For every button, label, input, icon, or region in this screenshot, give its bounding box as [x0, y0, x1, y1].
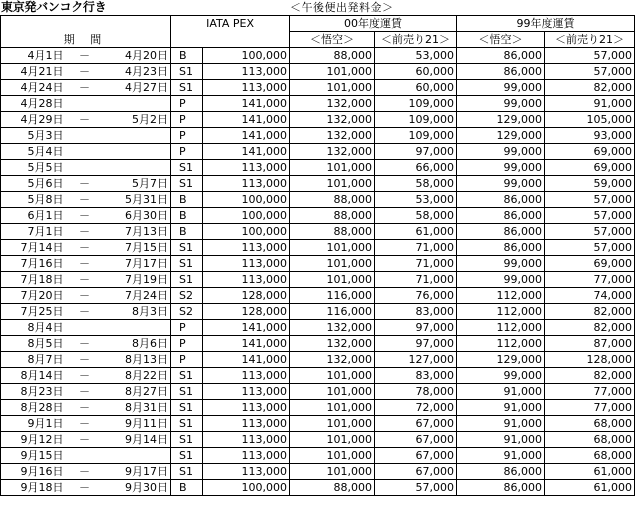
maeuri-00-cell: 71,000 [375, 240, 457, 256]
maeuri-00-cell: 97,000 [375, 144, 457, 160]
table-row [1, 240, 635, 256]
table-row [1, 160, 635, 176]
date-from-cell: 8月23日 [1, 384, 65, 400]
fare-class-cell: P [171, 128, 203, 144]
maeuri-99-cell: 82,000 [545, 368, 635, 384]
date-from-cell: 7月18日 [1, 272, 65, 288]
iata-pex-cell: 113,000 [203, 400, 290, 416]
iata-pex-cell: 113,000 [203, 432, 290, 448]
table-row [1, 352, 635, 368]
maeuri-99-cell: 59,000 [545, 176, 635, 192]
fare-class-cell: B [171, 48, 203, 64]
date-from-cell: 8月7日 [1, 352, 65, 368]
range-dash: － [65, 272, 105, 288]
maeuri-00-header: ＜前売り21＞ [375, 32, 457, 48]
maeuri-00-cell: 53,000 [375, 48, 457, 64]
gokuu-00-cell: 88,000 [290, 480, 375, 496]
maeuri-00-cell: 67,000 [375, 464, 457, 480]
maeuri-00-cell: 67,000 [375, 448, 457, 464]
date-to-cell: 5月31日 [105, 192, 171, 208]
date-to-cell: 4月23日 [105, 64, 171, 80]
gokuu-99-header: ＜悟空＞ [457, 32, 545, 48]
gokuu-99-cell: 99,000 [457, 272, 545, 288]
range-dash: － [65, 80, 105, 96]
maeuri-99-cell: 69,000 [545, 144, 635, 160]
date-from-cell: 8月5日 [1, 336, 65, 352]
maeuri-99-cell: 77,000 [545, 272, 635, 288]
fare-class-cell: B [171, 224, 203, 240]
iata-pex-cell: 128,000 [203, 304, 290, 320]
date-to-cell: 7月15日 [105, 240, 171, 256]
iata-pex-cell: 100,000 [203, 192, 290, 208]
header-row-1 [1, 16, 635, 32]
table-row [1, 448, 635, 464]
date-to-cell: 8月27日 [105, 384, 171, 400]
iata-pex-cell: 113,000 [203, 464, 290, 480]
range-dash: － [65, 336, 105, 352]
maeuri-00-cell: 58,000 [375, 176, 457, 192]
table-row [1, 416, 635, 432]
gokuu-99-cell: 86,000 [457, 464, 545, 480]
fare-class-cell: S1 [171, 416, 203, 432]
iata-pex-cell: 113,000 [203, 368, 290, 384]
maeuri-00-cell: 78,000 [375, 384, 457, 400]
range-dash: － [65, 64, 105, 80]
table-row [1, 192, 635, 208]
period-header: 期 間 [1, 16, 171, 48]
table-row [1, 384, 635, 400]
gokuu-99-cell: 91,000 [457, 416, 545, 432]
date-to-cell: 8月22日 [105, 368, 171, 384]
maeuri-00-cell: 127,000 [375, 352, 457, 368]
fare-class-cell: P [171, 336, 203, 352]
gokuu-00-cell: 101,000 [290, 176, 375, 192]
date-to-cell: 7月19日 [105, 272, 171, 288]
gokuu-00-cell: 101,000 [290, 64, 375, 80]
page-subtitle: ＜午後便出発料金＞ [290, 1, 394, 14]
maeuri-99-cell: 77,000 [545, 384, 635, 400]
gokuu-00-cell: 132,000 [290, 128, 375, 144]
range-dash [65, 96, 105, 112]
iata-pex-cell: 113,000 [203, 64, 290, 80]
maeuri-99-cell: 74,000 [545, 288, 635, 304]
gokuu-99-cell: 112,000 [457, 320, 545, 336]
maeuri-99-cell: 128,000 [545, 352, 635, 368]
maeuri-99-cell: 57,000 [545, 192, 635, 208]
range-dash: － [65, 416, 105, 432]
iata-pex-cell: 113,000 [203, 256, 290, 272]
table-row [1, 144, 635, 160]
gokuu-00-cell: 132,000 [290, 96, 375, 112]
iata-pex-cell: 141,000 [203, 144, 290, 160]
iata-pex-cell: 113,000 [203, 448, 290, 464]
maeuri-00-cell: 83,000 [375, 368, 457, 384]
gokuu-00-cell: 88,000 [290, 48, 375, 64]
fare-class-cell: P [171, 144, 203, 160]
gokuu-99-cell: 91,000 [457, 432, 545, 448]
iata-pex-cell: 141,000 [203, 96, 290, 112]
maeuri-00-cell: 58,000 [375, 208, 457, 224]
maeuri-99-cell: 68,000 [545, 448, 635, 464]
maeuri-00-cell: 67,000 [375, 432, 457, 448]
table-row [1, 256, 635, 272]
iata-pex-cell: 113,000 [203, 384, 290, 400]
date-from-cell: 7月20日 [1, 288, 65, 304]
gokuu-99-cell: 99,000 [457, 160, 545, 176]
gokuu-99-cell: 129,000 [457, 128, 545, 144]
fare-class-cell: S1 [171, 448, 203, 464]
iata-pex-cell: 141,000 [203, 352, 290, 368]
table-row [1, 112, 635, 128]
fare-class-cell: B [171, 192, 203, 208]
maeuri-99-cell: 82,000 [545, 304, 635, 320]
gokuu-00-cell: 101,000 [290, 464, 375, 480]
maeuri-99-cell: 68,000 [545, 416, 635, 432]
maeuri-00-cell: 66,000 [375, 160, 457, 176]
date-from-cell: 4月24日 [1, 80, 65, 96]
maeuri-99-cell: 57,000 [545, 208, 635, 224]
iata-pex-cell: 141,000 [203, 336, 290, 352]
date-from-cell: 4月21日 [1, 64, 65, 80]
gokuu-00-cell: 116,000 [290, 288, 375, 304]
date-to-cell [105, 144, 171, 160]
table-row [1, 96, 635, 112]
maeuri-99-cell: 87,000 [545, 336, 635, 352]
date-to-cell: 7月17日 [105, 256, 171, 272]
fare-class-cell: S2 [171, 304, 203, 320]
table-row [1, 336, 635, 352]
date-to-cell [105, 128, 171, 144]
table-row [1, 400, 635, 416]
gokuu-00-cell: 88,000 [290, 224, 375, 240]
maeuri-99-cell: 91,000 [545, 96, 635, 112]
date-from-cell: 5月6日 [1, 176, 65, 192]
date-from-cell: 9月1日 [1, 416, 65, 432]
maeuri-99-cell: 57,000 [545, 64, 635, 80]
maeuri-99-cell: 93,000 [545, 128, 635, 144]
date-from-cell: 8月4日 [1, 320, 65, 336]
date-to-cell [105, 448, 171, 464]
maeuri-00-cell: 76,000 [375, 288, 457, 304]
range-dash [65, 144, 105, 160]
maeuri-00-cell: 67,000 [375, 416, 457, 432]
maeuri-99-cell: 69,000 [545, 256, 635, 272]
gokuu-00-header: ＜悟空＞ [290, 32, 375, 48]
date-to-cell: 9月30日 [105, 480, 171, 496]
table-row [1, 48, 635, 64]
range-dash: － [65, 176, 105, 192]
range-dash [65, 160, 105, 176]
maeuri-99-cell: 61,000 [545, 480, 635, 496]
gokuu-00-cell: 101,000 [290, 384, 375, 400]
fare-class-cell: S1 [171, 160, 203, 176]
date-to-cell: 9月14日 [105, 432, 171, 448]
maeuri-00-cell: 97,000 [375, 320, 457, 336]
date-from-cell: 7月14日 [1, 240, 65, 256]
fare-class-cell: S1 [171, 272, 203, 288]
gokuu-99-cell: 112,000 [457, 288, 545, 304]
gokuu-99-cell: 99,000 [457, 368, 545, 384]
table-row [1, 272, 635, 288]
gokuu-00-cell: 101,000 [290, 448, 375, 464]
range-dash: － [65, 256, 105, 272]
iata-pex-cell: 100,000 [203, 480, 290, 496]
range-dash [65, 128, 105, 144]
iata-pex-cell: 113,000 [203, 160, 290, 176]
maeuri-99-cell: 61,000 [545, 464, 635, 480]
table-row [1, 208, 635, 224]
maeuri-00-cell: 109,000 [375, 112, 457, 128]
gokuu-00-cell: 116,000 [290, 304, 375, 320]
date-to-cell: 7月13日 [105, 224, 171, 240]
fare-class-cell: S1 [171, 256, 203, 272]
range-dash [65, 448, 105, 464]
gokuu-00-cell: 88,000 [290, 208, 375, 224]
maeuri-99-cell: 105,000 [545, 112, 635, 128]
fare-class-cell: S1 [171, 384, 203, 400]
date-from-cell: 4月29日 [1, 112, 65, 128]
date-from-cell: 9月16日 [1, 464, 65, 480]
fare-class-cell: S1 [171, 400, 203, 416]
gokuu-99-cell: 112,000 [457, 304, 545, 320]
fare-table [0, 15, 635, 496]
iata-pex-cell: 128,000 [203, 288, 290, 304]
iata-pex-cell: 113,000 [203, 272, 290, 288]
fare-class-cell: S1 [171, 64, 203, 80]
date-from-cell: 9月18日 [1, 480, 65, 496]
table-row [1, 64, 635, 80]
maeuri-00-cell: 97,000 [375, 336, 457, 352]
date-to-cell [105, 96, 171, 112]
maeuri-99-cell: 57,000 [545, 224, 635, 240]
table-row [1, 80, 635, 96]
gokuu-99-cell: 91,000 [457, 448, 545, 464]
maeuri-99-cell: 68,000 [545, 432, 635, 448]
gokuu-00-cell: 101,000 [290, 80, 375, 96]
date-to-cell: 6月30日 [105, 208, 171, 224]
iata-pex-cell: 113,000 [203, 80, 290, 96]
iata-pex-header: IATA PEX [171, 16, 290, 48]
gokuu-00-cell: 101,000 [290, 432, 375, 448]
fare-class-cell: P [171, 320, 203, 336]
maeuri-99-cell: 57,000 [545, 240, 635, 256]
gokuu-00-cell: 132,000 [290, 112, 375, 128]
page-title: 東京発バンコク行き [1, 0, 107, 14]
table-row [1, 288, 635, 304]
range-dash: － [65, 224, 105, 240]
maeuri-00-cell: 53,000 [375, 192, 457, 208]
table-row [1, 128, 635, 144]
date-to-cell: 8月31日 [105, 400, 171, 416]
range-dash: － [65, 464, 105, 480]
range-dash: － [65, 368, 105, 384]
table-row [1, 368, 635, 384]
gokuu-99-cell: 86,000 [457, 48, 545, 64]
gokuu-00-cell: 101,000 [290, 240, 375, 256]
range-dash: － [65, 240, 105, 256]
date-from-cell: 7月16日 [1, 256, 65, 272]
maeuri-99-cell: 57,000 [545, 48, 635, 64]
date-to-cell: 4月27日 [105, 80, 171, 96]
date-to-cell: 9月11日 [105, 416, 171, 432]
table-row [1, 304, 635, 320]
gokuu-00-cell: 101,000 [290, 160, 375, 176]
maeuri-99-cell: 69,000 [545, 160, 635, 176]
range-dash: － [65, 48, 105, 64]
date-from-cell: 5月5日 [1, 160, 65, 176]
date-from-cell: 9月15日 [1, 448, 65, 464]
gokuu-99-cell: 91,000 [457, 384, 545, 400]
gokuu-99-cell: 86,000 [457, 208, 545, 224]
gokuu-00-cell: 132,000 [290, 320, 375, 336]
maeuri-99-cell: 77,000 [545, 400, 635, 416]
date-to-cell: 8月13日 [105, 352, 171, 368]
iata-pex-cell: 141,000 [203, 112, 290, 128]
iata-pex-cell: 141,000 [203, 128, 290, 144]
range-dash: － [65, 432, 105, 448]
gokuu-99-cell: 86,000 [457, 64, 545, 80]
gokuu-00-cell: 132,000 [290, 336, 375, 352]
gokuu-00-cell: 88,000 [290, 192, 375, 208]
table-row [1, 432, 635, 448]
gokuu-99-cell: 129,000 [457, 112, 545, 128]
range-dash: － [65, 208, 105, 224]
range-dash: － [65, 384, 105, 400]
fare-class-cell: S1 [171, 176, 203, 192]
iata-pex-cell: 113,000 [203, 176, 290, 192]
range-dash [65, 320, 105, 336]
gokuu-99-cell: 86,000 [457, 192, 545, 208]
fare-class-cell: S1 [171, 368, 203, 384]
maeuri-00-cell: 72,000 [375, 400, 457, 416]
date-from-cell: 7月25日 [1, 304, 65, 320]
fare-class-cell: S1 [171, 464, 203, 480]
fare-class-cell: P [171, 352, 203, 368]
gokuu-99-cell: 99,000 [457, 80, 545, 96]
table-row [1, 480, 635, 496]
date-from-cell: 7月1日 [1, 224, 65, 240]
date-from-cell: 8月14日 [1, 368, 65, 384]
table-row [1, 464, 635, 480]
gokuu-99-cell: 129,000 [457, 352, 545, 368]
maeuri-00-cell: 57,000 [375, 480, 457, 496]
fare-class-cell: B [171, 208, 203, 224]
table-row [1, 176, 635, 192]
date-to-cell [105, 320, 171, 336]
gokuu-99-cell: 86,000 [457, 224, 545, 240]
maeuri-99-cell: 82,000 [545, 320, 635, 336]
gokuu-00-cell: 101,000 [290, 368, 375, 384]
iata-pex-cell: 113,000 [203, 240, 290, 256]
date-to-cell: 4月20日 [105, 48, 171, 64]
table-row [1, 320, 635, 336]
maeuri-00-cell: 61,000 [375, 224, 457, 240]
range-dash: － [65, 304, 105, 320]
date-from-cell: 8月28日 [1, 400, 65, 416]
maeuri-00-cell: 109,000 [375, 128, 457, 144]
gokuu-99-cell: 86,000 [457, 240, 545, 256]
iata-pex-cell: 100,000 [203, 48, 290, 64]
date-from-cell: 5月3日 [1, 128, 65, 144]
gokuu-00-cell: 101,000 [290, 416, 375, 432]
date-to-cell: 5月2日 [105, 112, 171, 128]
maeuri-99-header: ＜前売り21＞ [545, 32, 635, 48]
gokuu-99-cell: 99,000 [457, 96, 545, 112]
fare-class-cell: S1 [171, 240, 203, 256]
iata-pex-cell: 141,000 [203, 320, 290, 336]
fare-class-cell: S1 [171, 432, 203, 448]
fare-class-cell: P [171, 112, 203, 128]
date-from-cell: 4月1日 [1, 48, 65, 64]
range-dash: － [65, 112, 105, 128]
date-from-cell: 5月8日 [1, 192, 65, 208]
gokuu-99-cell: 86,000 [457, 480, 545, 496]
fare-00-header: 00年度運賃 [290, 16, 457, 32]
range-dash: － [65, 288, 105, 304]
fare-class-cell: S2 [171, 288, 203, 304]
maeuri-00-cell: 60,000 [375, 64, 457, 80]
iata-pex-cell: 100,000 [203, 224, 290, 240]
gokuu-99-cell: 99,000 [457, 256, 545, 272]
gokuu-00-cell: 132,000 [290, 144, 375, 160]
date-to-cell: 8月6日 [105, 336, 171, 352]
maeuri-00-cell: 71,000 [375, 272, 457, 288]
maeuri-00-cell: 60,000 [375, 80, 457, 96]
fare-class-cell: B [171, 480, 203, 496]
gokuu-99-cell: 91,000 [457, 400, 545, 416]
gokuu-00-cell: 101,000 [290, 400, 375, 416]
range-dash: － [65, 192, 105, 208]
table-row [1, 224, 635, 240]
fare-class-cell: S1 [171, 80, 203, 96]
fare-99-header: 99年度運賃 [457, 16, 635, 32]
gokuu-99-cell: 99,000 [457, 144, 545, 160]
date-from-cell: 6月1日 [1, 208, 65, 224]
iata-pex-cell: 113,000 [203, 416, 290, 432]
range-dash: － [65, 400, 105, 416]
date-from-cell: 4月28日 [1, 96, 65, 112]
gokuu-00-cell: 101,000 [290, 272, 375, 288]
gokuu-99-cell: 112,000 [457, 336, 545, 352]
fare-class-cell: P [171, 96, 203, 112]
date-from-cell: 5月4日 [1, 144, 65, 160]
date-to-cell: 7月24日 [105, 288, 171, 304]
maeuri-00-cell: 83,000 [375, 304, 457, 320]
range-dash: － [65, 480, 105, 496]
date-to-cell: 5月7日 [105, 176, 171, 192]
maeuri-00-cell: 109,000 [375, 96, 457, 112]
gokuu-99-cell: 99,000 [457, 176, 545, 192]
date-to-cell: 8月3日 [105, 304, 171, 320]
range-dash: － [65, 352, 105, 368]
date-to-cell [105, 160, 171, 176]
date-from-cell: 9月12日 [1, 432, 65, 448]
iata-pex-cell: 100,000 [203, 208, 290, 224]
maeuri-00-cell: 71,000 [375, 256, 457, 272]
gokuu-00-cell: 132,000 [290, 352, 375, 368]
gokuu-00-cell: 101,000 [290, 256, 375, 272]
maeuri-99-cell: 82,000 [545, 80, 635, 96]
date-to-cell: 9月17日 [105, 464, 171, 480]
